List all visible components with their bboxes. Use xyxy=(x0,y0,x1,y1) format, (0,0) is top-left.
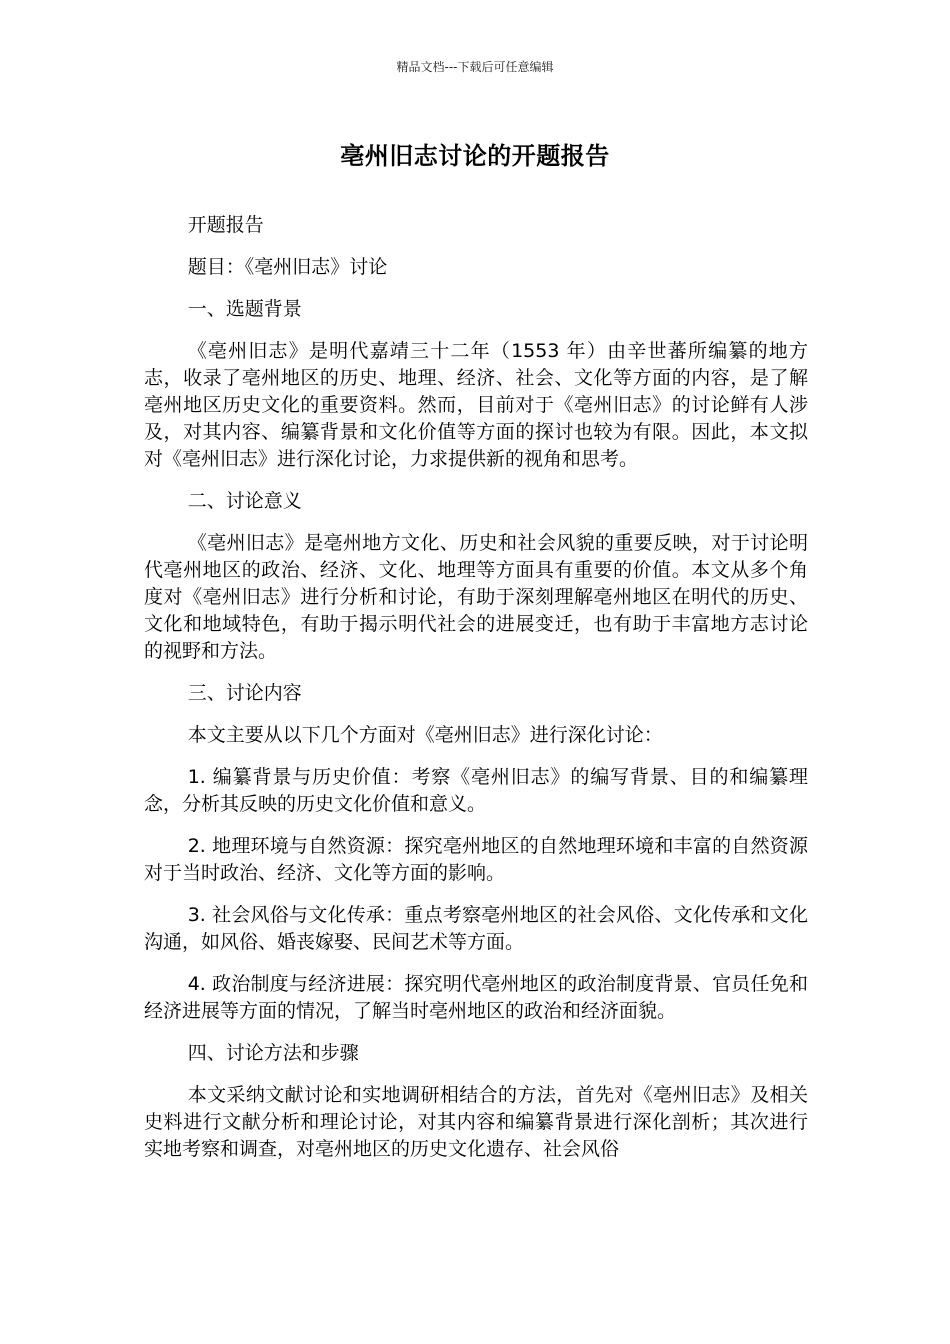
section-heading-background: 一、选题背景 xyxy=(187,298,302,320)
report-topic: 题目：《亳州旧志》讨论 xyxy=(187,256,388,278)
document-title: 亳州旧志讨论的开题报告 xyxy=(340,142,610,170)
list-item-4: 4. 政治制度与经济进展：探究明代亳州地区的政治制度背景、官员任免和经济进展等方面的情况，了解当时亳州地区的政治和经济面貌。 xyxy=(144,973,808,1022)
list-item-1: 1. 编纂背景与历史价值：考察《亳州旧志》的编写背景、目的和编纂理念，分析其反映的历史文化价值和意义。 xyxy=(144,766,808,815)
paragraph-content-intro: 本文主要从以下几个方面对《亳州旧志》进行深化讨论： xyxy=(187,724,663,746)
list-item-3: 3. 社会风俗与文化传承：重点考察亳州地区的社会风俗、文化传承和文化沟通，如风俗、婚丧嫁娶、民间艺术等方面。 xyxy=(144,904,808,953)
paragraph-methods: 本文采纳文献讨论和实地调研相结合的方法，首先对《亳州旧志》及相关史料进行文献分析和理论讨论，对其内容和编纂背景进行深化剖析；其次进行实地考察和调查，对亳州地区的历史文化遗存、社会风俗 xyxy=(144,1084,808,1160)
paragraph-significance: 《亳州旧志》是亳州地方文化、历史和社会风貌的重要反映，对于讨论明代亳州地区的政治、经济、文化、地理等方面具有重要的价值。本文从多个角度对《亳州旧志》进行分析和讨论，有助于深刻理解亳州地区在明代的历史、文化和地域特色，有助于揭示明代社会的进展变迁，也有助于丰富地方志讨论的视野和方法。 xyxy=(144,532,808,662)
section-heading-content: 三、讨论内容 xyxy=(187,682,302,704)
paragraph-background: 《亳州旧志》是明代嘉靖三十二年（1553 年）由辛世蕃所编纂的地方志，收录了亳州地区的历史、地理、经济、社会、文化等方面的内容，是了解亳州地区历史文化的重要资料。然而，目前对于《亳州旧志》的讨论鲜有人涉及，对其内容、编纂背景和文化价值等方面的探讨也较为有限。因此，本文拟对《亳州旧志》进行深化讨论，力求提供新的视角和思考。 xyxy=(144,340,808,470)
document-body xyxy=(144,212,808,1178)
section-heading-methods: 四、讨论方法和步骤 xyxy=(187,1042,359,1064)
report-label: 开题报告 xyxy=(187,214,264,236)
list-item-2: 2. 地理环境与自然资源：探究亳州地区的自然地理环境和丰富的自然资源对于当时政治、经济、文化等方面的影响。 xyxy=(144,835,808,884)
header-note: 精品文档---下载后可任意编辑 xyxy=(396,60,554,74)
section-heading-significance: 二、讨论意义 xyxy=(187,490,302,512)
